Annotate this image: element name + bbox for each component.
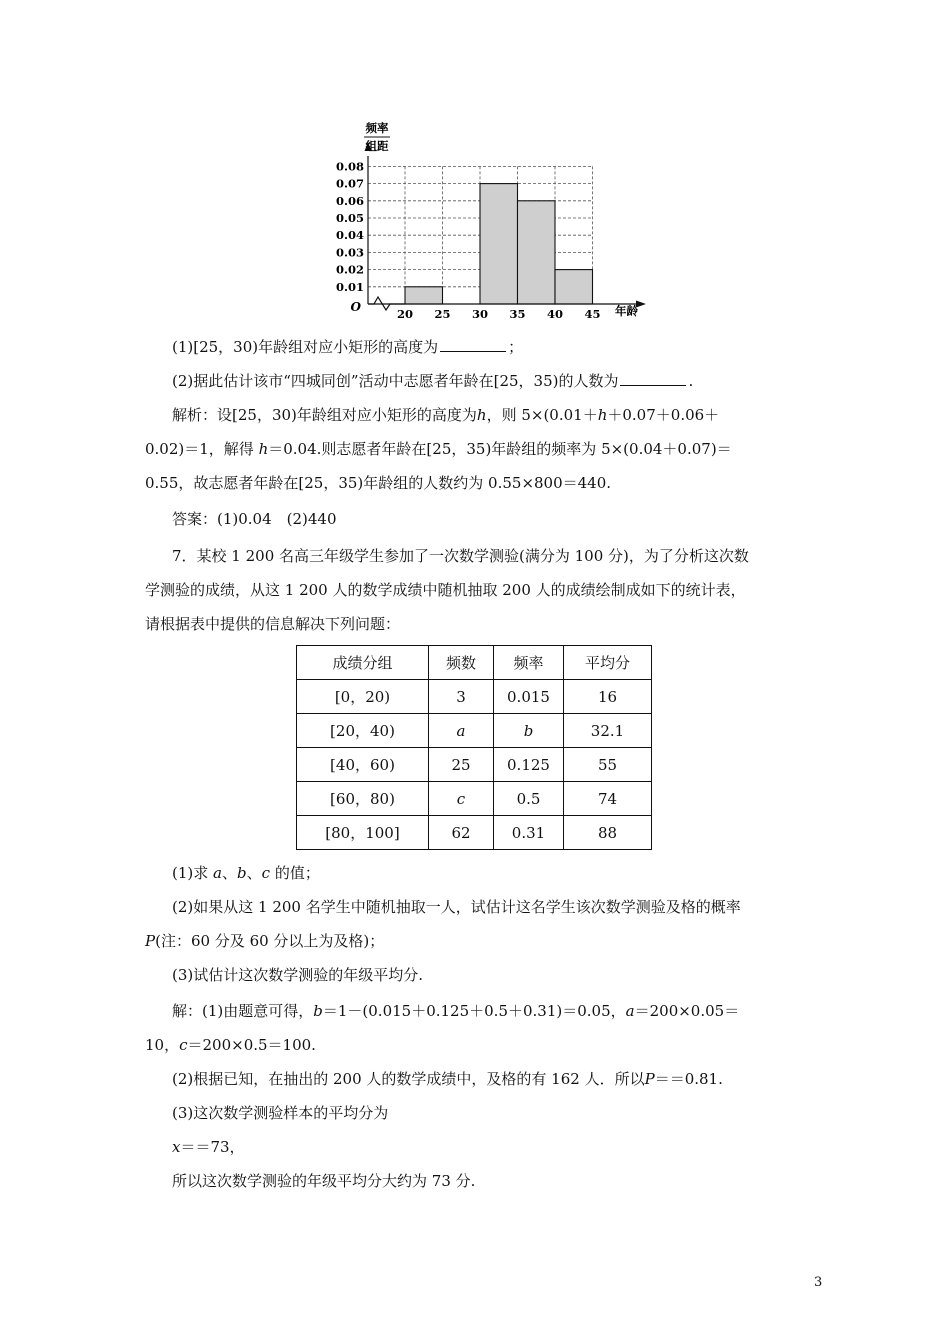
table-cell: 16 [564,680,652,714]
q7-stem-line3: 请根据表中提供的信息解决下列问题： [145,615,401,633]
table-cell: 62 [429,816,494,850]
x-axis-label: 年龄 [615,304,638,318]
var-P: P [644,1070,655,1088]
q6-solution-line3: 0.55，故志愿者年龄在[25，35)年龄组的人数约为 0.55×800＝440. [145,474,612,492]
table-header-row [297,646,652,680]
x-tick-label: 35 [509,307,526,321]
table-row [297,714,652,748]
histogram-bar [518,201,556,304]
histogram-bar [555,270,593,304]
q6-solution-line2 [145,438,732,460]
table-cell: [80，100] [297,816,429,850]
table-row [297,680,652,714]
text: 的值； [274,864,320,882]
var-b: b [237,864,247,882]
q7-part1 [172,862,320,884]
var-P: P [145,932,156,950]
table-header-cell: 平均分 [564,646,652,680]
y-tick-label: 0.01 [335,279,364,294]
q6-part2-blank [620,371,686,386]
page-number: 3 [814,1275,823,1290]
var-h: h [476,406,487,424]
text: ＝＝73， [180,1138,245,1156]
table-cell: 55 [564,748,652,782]
text: (注：60 分及 60 分以上为及格)； [155,932,385,950]
q7-solution3-line2 [172,1136,245,1158]
x-tick-label: 40 [546,307,564,321]
var-c: c [261,864,271,882]
var-b: b [313,1002,323,1020]
histogram-bar [480,184,518,304]
y-tick-label: 0.06 [335,193,364,208]
q6-part1-text: (1)[25，30)年龄组对应小矩形的高度为 [172,338,439,356]
table-cell: 0.5 [494,782,564,816]
x-tick-label: 25 [434,307,451,321]
table-row [297,748,652,782]
table-cell: c [429,782,494,816]
text: 0.02)＝1，解得 [145,440,254,458]
var-c: c [179,1036,188,1054]
ylabel-numerator: 频率 [365,121,389,135]
table-cell: [60，80) [297,782,429,816]
text: 、 [221,864,237,882]
q6-part2-text: (2)据此估计该市“四城同创”活动中志愿者年龄在[25，35)的人数为 [172,372,619,390]
q6-part2-end: . [688,372,694,390]
y-tick-label: 0.03 [335,245,364,260]
q7-solution3-line1: (3)这次数学测验样本的平均分为 [172,1104,389,1122]
text: ＋0.07＋0.06＋ [607,406,720,424]
text: ＝0.04.则志愿者年龄在[25，35)年龄组的频率为 5×(0.04＋0.07)＝ [268,440,732,458]
text: 解析：设[25，30)年龄组对应小矩形的高度为 [172,406,477,424]
origin-label: O [350,300,361,314]
q7-part3: (3)试估计这次数学测验的年级平均分. [172,966,424,984]
var-h: h [597,406,608,424]
var-x: x [172,1138,181,1156]
score-statistics-table [296,645,652,850]
table-cell: 88 [564,816,652,850]
q6-part1-blank [440,337,506,352]
text: ＝200×0.05＝ [634,1002,740,1020]
q6-answer: 答案：(1)0.04 (2)440 [172,510,337,528]
q6-solution-line1 [172,404,719,426]
table-cell: 25 [429,748,494,782]
q7-solution3-line3: 所以这次数学测验的年级平均分大约为 73 分. [172,1172,476,1190]
text: 、 [246,864,262,882]
table-header-cell: 频数 [429,646,494,680]
q7-stem-line2: 学测验的成绩，从这 1 200 人的数学成绩中随机抽取 200 人的成绩绘制成如下的统计表， [145,581,746,599]
var-h: h [258,440,269,458]
q6-part2 [172,370,693,392]
text: 解：(1)由题意可得， [172,1002,314,1020]
var-a: a [213,864,222,882]
frequency-histogram [330,118,660,328]
y-tick-label: 0.05 [335,211,364,225]
y-tick-labels [336,159,364,293]
chart-bars [405,184,593,304]
x-tick-labels [397,307,601,321]
x-tick-label: 45 [584,307,601,321]
q7-stem-line1: 7．某校 1 200 名高三年级学生参加了一次数学测验(满分为 100 分)，为了分析这次数 [172,547,749,565]
table-row [297,782,652,816]
ylabel-denominator: 组距 [365,139,389,153]
table-cell: a [429,714,494,748]
q7-solution1-line2 [145,1034,316,1056]
table-cell: 0.31 [494,816,564,850]
x-tick-label: 20 [396,307,414,321]
y-tick-label: 0.02 [335,262,364,277]
text: ＝1－(0.015＋0.125＋0.5＋0.31)＝0.05， [322,1002,626,1020]
table-row [297,816,652,850]
q7-solution1-line1 [172,1000,739,1022]
text: (2)根据已知，在抽出的 200 人的数学成绩中，及格的有 162 人．所以 [172,1070,645,1088]
x-tick-label: 30 [471,307,489,321]
table-cell: b [494,714,564,748]
q7-solution2 [172,1068,723,1090]
text: ，则 5×(0.01＋ [486,406,598,424]
table-cell: 3 [429,680,494,714]
table-cell: [0，20) [297,680,429,714]
table-cell: 0.015 [494,680,564,714]
table-header-cell: 频率 [494,646,564,680]
table-cell: [20，40) [297,714,429,748]
table-header-cell: 成绩分组 [297,646,429,680]
var-a: a [625,1002,635,1020]
text: 10， [145,1036,180,1054]
text: (1)求 [172,864,209,882]
q7-part2-line2 [145,930,384,952]
y-axis-label [364,121,390,153]
q6-part1 [172,336,523,358]
table-cell: 0.125 [494,748,564,782]
histogram-bar [405,287,443,304]
y-tick-label: 0.04 [335,228,364,243]
y-tick-label: 0.07 [335,176,364,191]
q6-part1-end: ； [508,338,524,356]
q7-part2-line1: (2)如果从这 1 200 名学生中随机抽取一人，试估计这名学生该次数学测验及格的概率 [172,898,741,916]
y-tick-label: 0.08 [335,159,364,174]
table-cell: 74 [564,782,652,816]
table-cell: [40，60) [297,748,429,782]
table-cell: 32.1 [564,714,652,748]
text: ＝200×0.5＝100. [187,1036,316,1054]
text: ＝＝0.81. [654,1070,723,1088]
